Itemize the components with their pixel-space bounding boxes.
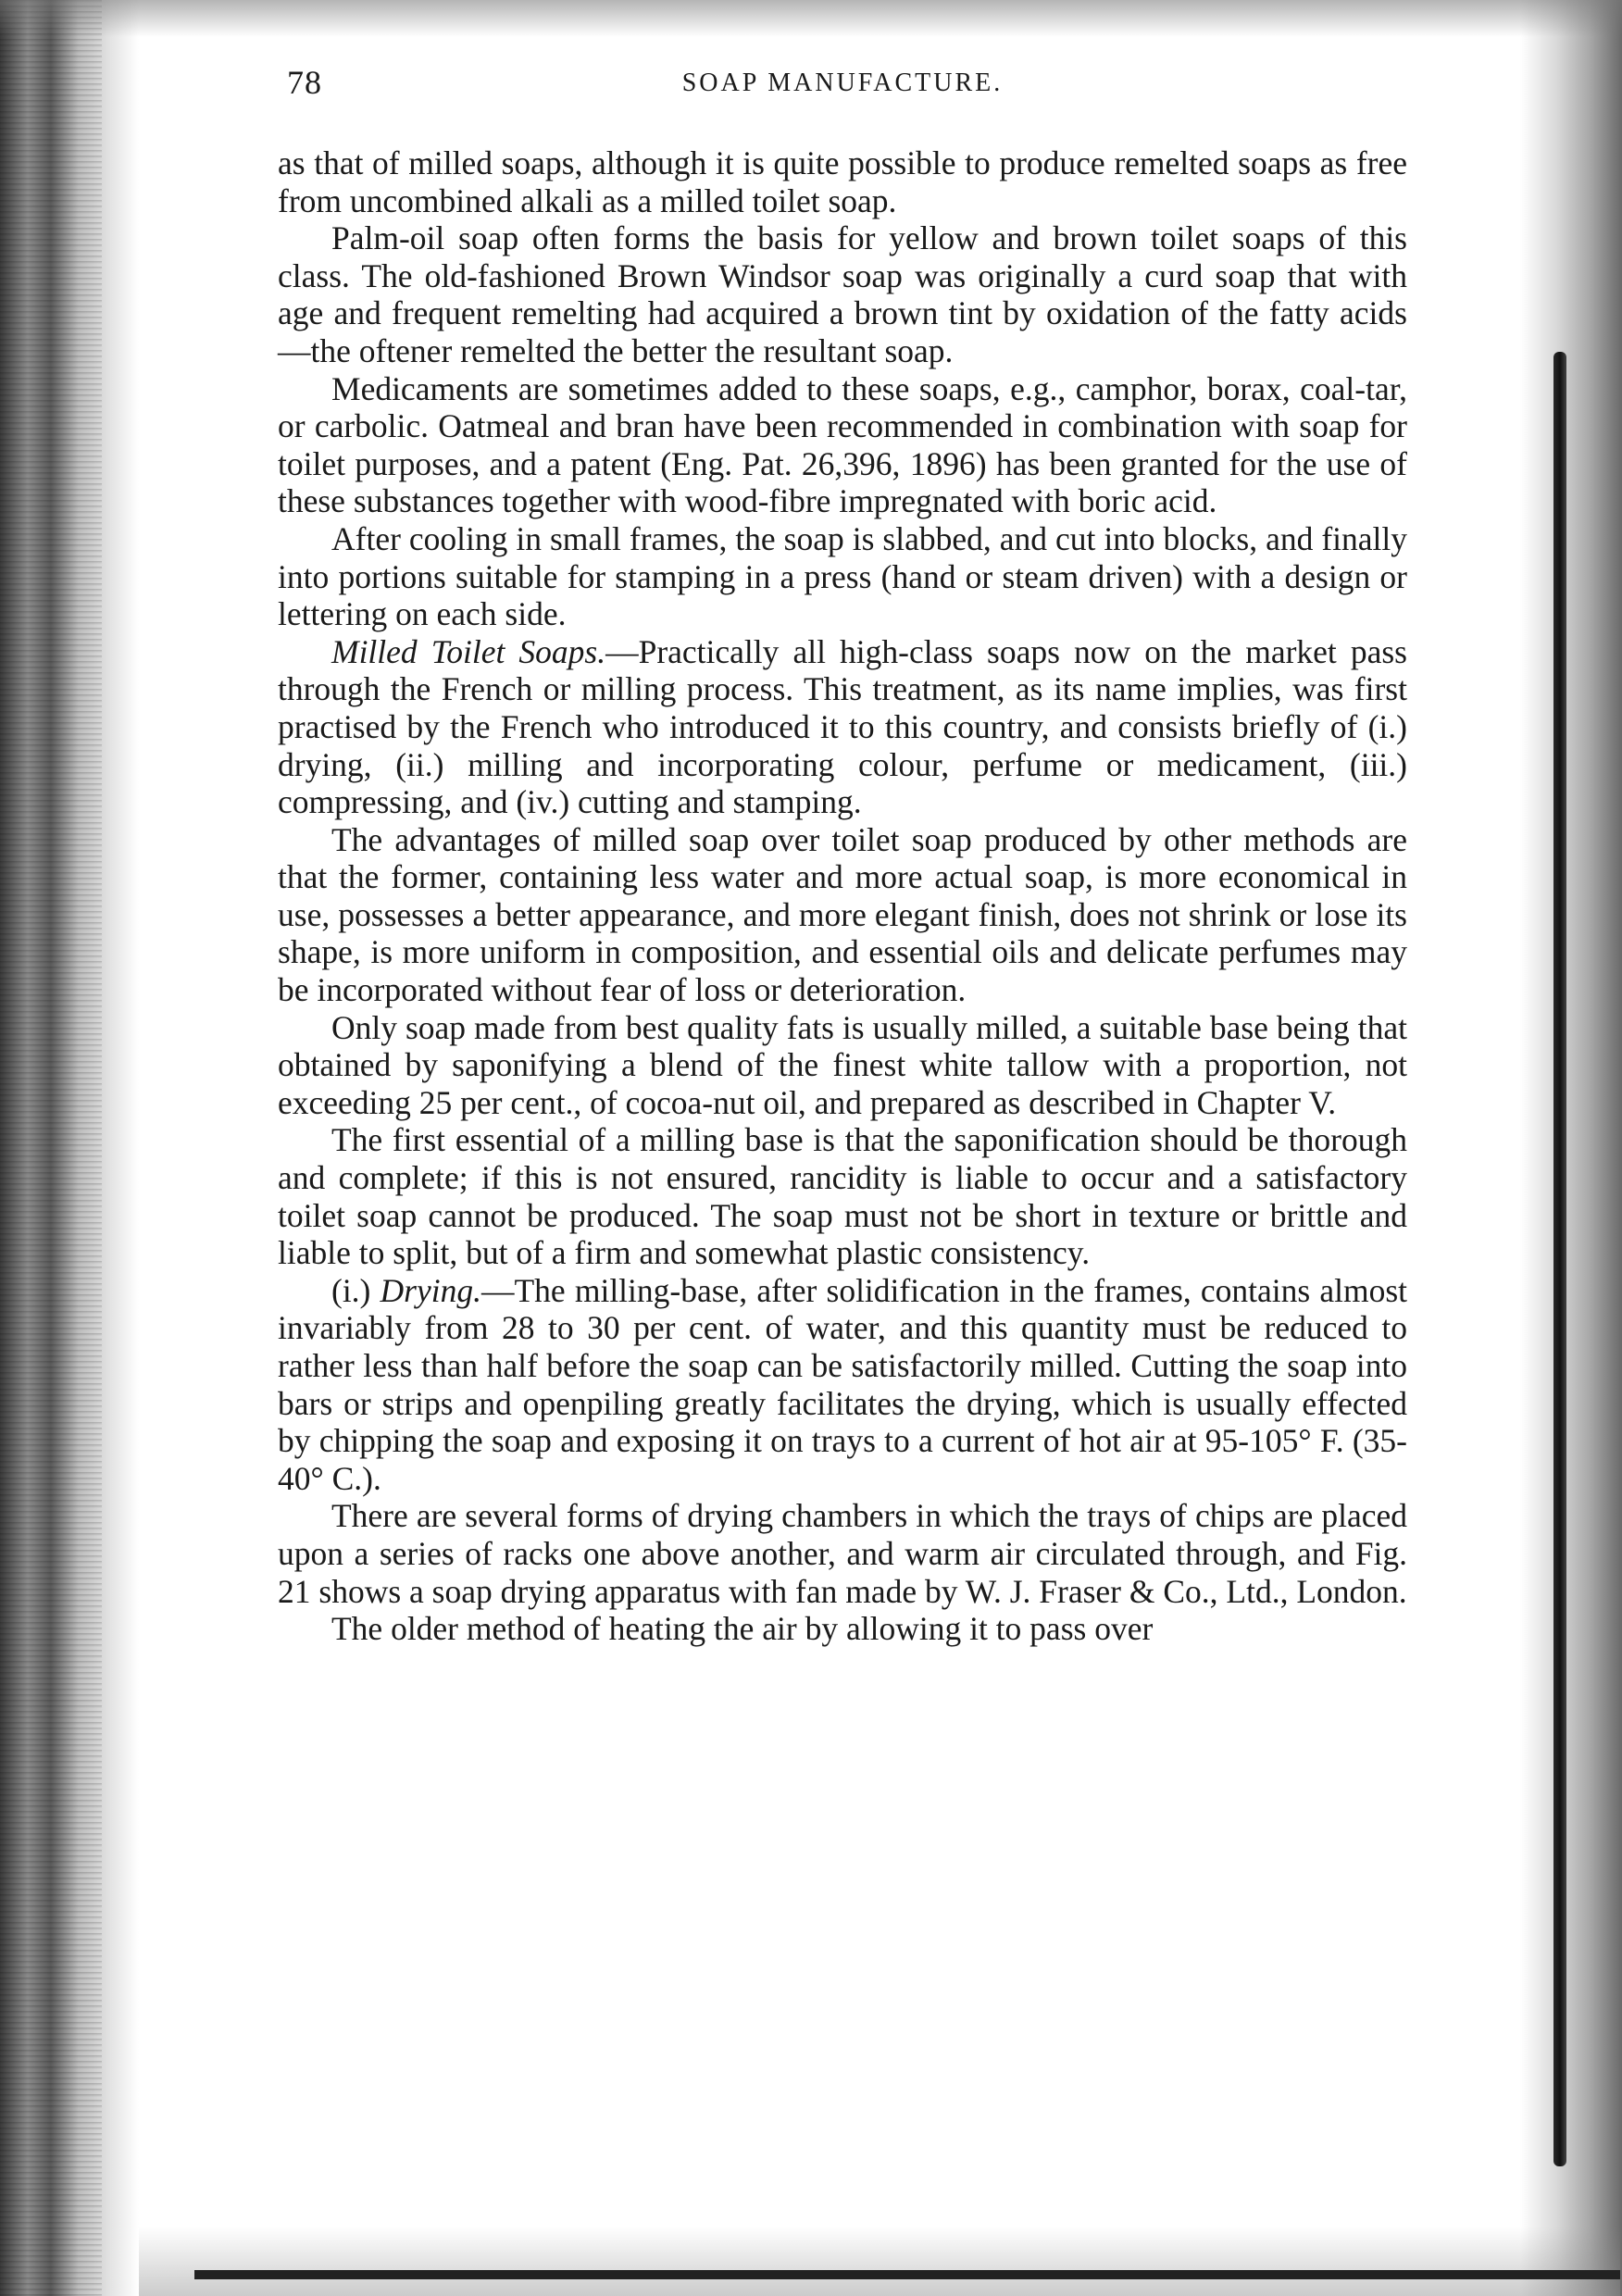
scan-shadow-top: [0, 0, 1622, 37]
scan-shadow-right: [1520, 0, 1622, 2296]
paragraph: [278, 370, 1407, 520]
paragraph-text: The older method of heating the air by allowing it to pass over: [331, 1610, 1154, 1648]
paragraph-text: The advantages of milled soap over toilet soap produced by other methods are that the former, containing less water and more actual soap, is more economical in use, possesses a better appearance, and more elegant finish, does not shrink or lose its shape, is more uniform in composition, and essential oils and delicate perfumes may be incorporated without fear of loss or deterioration.: [278, 820, 1407, 1009]
paragraph-text: Palm-oil soap often forms the basis for yellow and brown toilet soaps of this class. The old-fashioned Brown Windsor soap was originally a curd soap that with age and frequent remelting had acquired a brown tint by oxidation of the fatty acids—the oftener remelted the better the resultant soap.: [278, 219, 1407, 369]
paragraph-text: as that of milled soaps, although it is quite possible to produce remelted soaps as free from uncombined alkali as a milled toilet soap.: [278, 144, 1407, 219]
running-title: SOAP MANUFACTURE.: [681, 69, 1004, 97]
paragraph-prefix: (i.): [331, 1271, 381, 1309]
book-page: [278, 63, 1407, 1648]
paragraph-text: —The milling-base, after solidification in the frames, contains almost invariably from 28 to 30 per cent. of water, and this quantity must be reduced to rather less than half before the soap can be satisfactorily milled. Cutting the soap into bars or strips and openpiling greatly facilitates the drying, which is usually effected by chipping the soap and exposing it on trays to a current of hot air at 95-105° F. (35-40° C.).: [278, 1271, 1407, 1497]
page-header: [278, 63, 1407, 119]
paragraph: [278, 1497, 1407, 1610]
body-text: [278, 144, 1407, 1648]
paragraph-text: After cooling in small frames, the soap is slabbed, and cut into blocks, and finally into portions suitable for stamping in a press (hand or steam driven) with a design or lettering on each side.: [278, 519, 1407, 633]
page-number: 78: [287, 64, 322, 101]
section-subhead: Milled Toilet Soaps.: [331, 632, 606, 670]
paragraph-text: The first essential of a milling base is that the saponification should be thorough and complete; if this is not ensured, rancidity is liable to occur and a satisfactory toilet soap cannot be produced. The soap must not be short in texture or brittle and liable to split, but of a firm and somewhat plastic consistency.: [278, 1121, 1407, 1272]
paragraph: [278, 144, 1407, 219]
paragraph: [278, 1121, 1407, 1271]
paragraph-text: —Practically all high-class soaps now on the market pass through the French or milling process. This treatment, as its name implies, was first practised by the French who introduced it to this country, and consists briefly of (i.) drying, (ii.) milling and incorporating colour, perfume or medicament, (iii.) compressing, and (iv.) cutting and stamping.: [278, 632, 1407, 821]
paragraph-text: Only soap made from best quality fats is usually milled, a suitable base being that obtained by saponifying a blend of the finest white tallow with a proportion, not exceeding 25 per cent., of cocoa-nut oil, and prepared as described in Chapter V.: [278, 1008, 1407, 1121]
section-subhead: Drying.: [380, 1271, 481, 1309]
paragraph: [278, 219, 1407, 369]
paragraph: [278, 1610, 1407, 1648]
binding-edge: [1553, 352, 1566, 2166]
paragraph: [278, 633, 1407, 821]
paragraph-text: Medicaments are sometimes added to these soaps, e.g., camphor, borax, coal-tar, or carbolic. Oatmeal and bran have been recommended in combination with soap for toilet purposes, and a patent (Eng. Pat. 26,396, 1896) has been granted for the use of these substances together with wood-fibre impregnated with boric acid.: [278, 369, 1407, 520]
paragraph: [278, 1009, 1407, 1122]
paragraph: [278, 520, 1407, 633]
scan-shadow-bottom: [139, 2227, 1620, 2296]
scan-texture-left: [0, 0, 102, 2296]
paragraph: [278, 821, 1407, 1009]
paragraph: [278, 1272, 1407, 1498]
paragraph-text: There are several forms of drying chambers in which the trays of chips are placed upon a series of racks one above another, and warm air circulated through, and Fig. 21 shows a soap drying apparatus with fan made by W. J. Fraser & Co., Ltd., London.: [278, 1497, 1407, 1610]
page-bottom-edge: [194, 2270, 1620, 2279]
